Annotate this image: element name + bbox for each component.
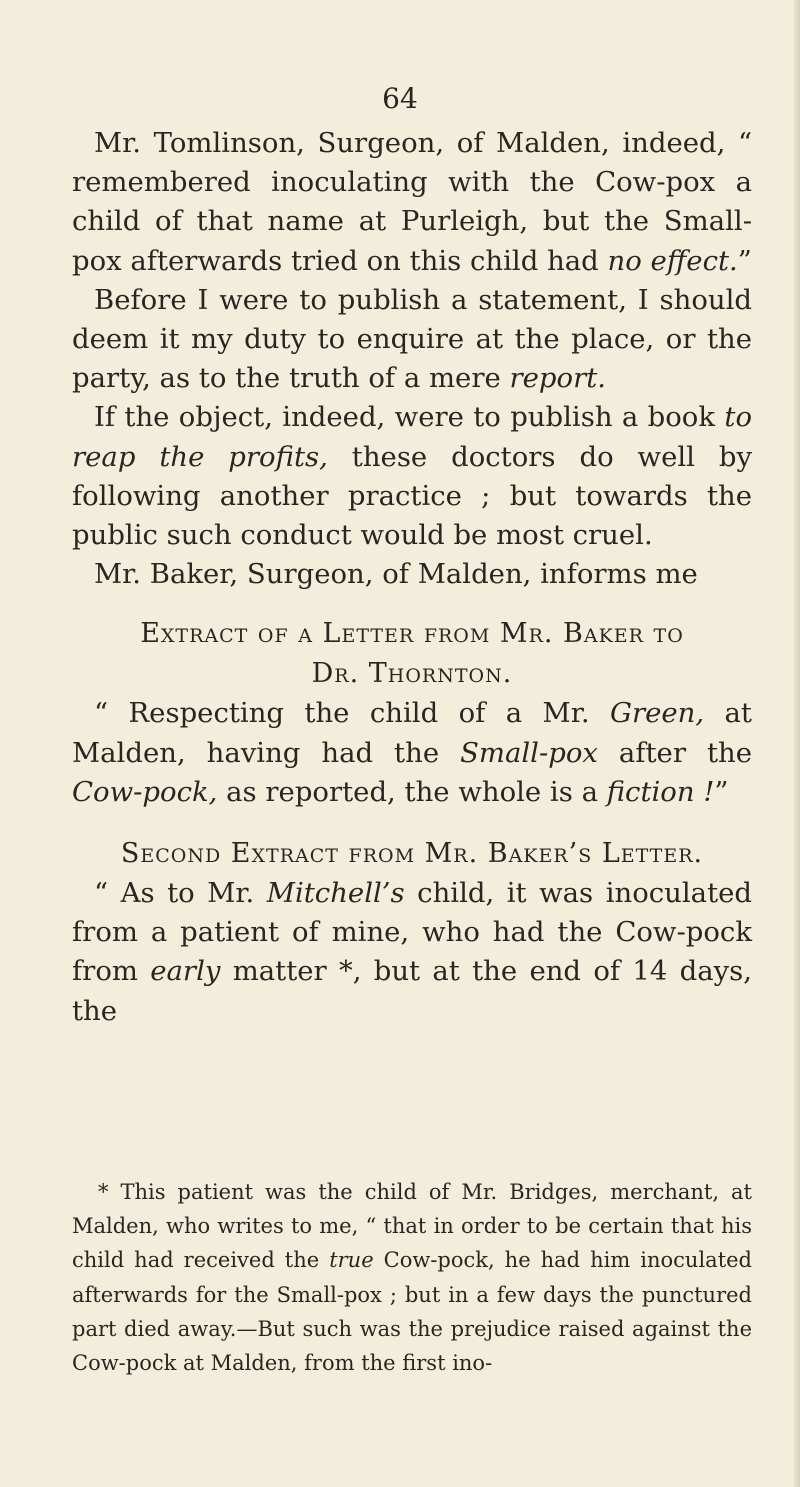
heading-line: Dr. Thornton. [311, 658, 513, 690]
heading-line: Extract of a Letter from Mr. Baker to [140, 618, 684, 650]
text-run: after the [597, 736, 752, 769]
quote-mitchell [72, 874, 752, 1031]
italic-run: Small-pox [460, 736, 598, 769]
text-run: these doctors do well by following another practice ; but towards the public such conduct would be most cruel. [72, 440, 753, 552]
footnote [72, 1175, 752, 1380]
page-number: 64 [382, 82, 418, 115]
main-text [72, 124, 752, 1031]
paragraph-tomlinson [72, 124, 752, 281]
italic-run: no effect. [607, 244, 738, 277]
text-run: If the object, indeed, were to publish a book [94, 401, 725, 434]
text-run: “ As to Mr. [94, 877, 267, 910]
text-run: ” [737, 244, 752, 277]
italic-run: true [329, 1248, 374, 1273]
heading-second-extract: Second Extract from Mr. Baker’s Letter. [120, 838, 704, 870]
italic-run: to reap the profits, [72, 401, 752, 473]
text-run: at Malden, having had the [72, 697, 752, 769]
text-run: Mr. Tomlinson, Surgeon, of Malden, indeed, “ remembered inoculating with the Cow-pox a child of that name at Purleigh, but the Small-pox afterwards tried on this child had [72, 127, 752, 277]
text-run: ” [714, 775, 729, 808]
paragraph-baker: Mr. Baker, Surgeon, of Malden, informs me [94, 558, 698, 591]
text-run: child, it was inoculated from a patient of mine, who had the Cow-pock from [72, 877, 752, 988]
heading-extract-letter [72, 614, 752, 694]
text-run: as reported, the whole is a [217, 775, 607, 808]
italic-run: report. [509, 362, 607, 395]
italic-run: fiction ! [606, 775, 715, 808]
italic-run: Mitchell’s [266, 877, 405, 910]
italic-run: early [150, 955, 221, 988]
paragraph-statement [72, 281, 752, 399]
page-edge [794, 0, 800, 1487]
text-run: matter *, but at the end of 14 days, the [72, 955, 752, 1027]
text-run: Before I were to publish a statement, I should deem it my duty to enquire at the place, or the party, as to the truth of a mere [72, 283, 752, 395]
text-run: “ Respecting the child of a Mr. [94, 697, 610, 730]
italic-run: Green, [610, 697, 705, 730]
text-run: Cow-pock, he had him inoculated afterwards for the Small-pox ; but in a few days the punctured part died away.—But such was the prejudice raised against the Cow-pock at Malden, from the first ino- [72, 1248, 752, 1376]
text-run: * This patient was the child of Mr. Bridges, merchant, at Malden, who writes to me, “ that in order to be certain that his child had received the [72, 1180, 752, 1273]
italic-run: Cow-pock, [72, 775, 218, 808]
footnote-text [72, 1175, 752, 1380]
paragraph-profits [72, 398, 752, 555]
quote-green [72, 694, 752, 812]
